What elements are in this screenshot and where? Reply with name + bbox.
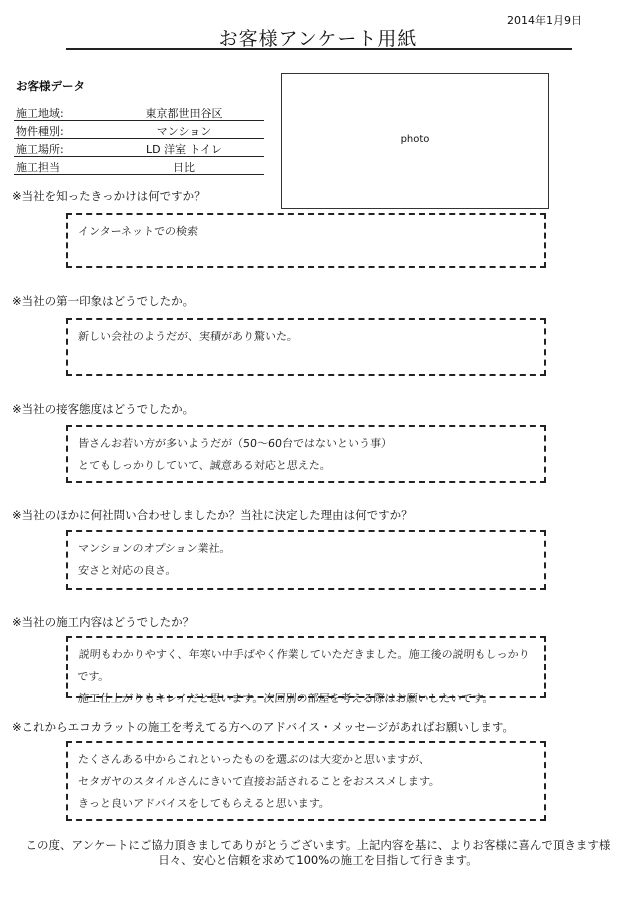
answer-line: 説明もわかりやすく、年寒い中手ばやく作業していただきました。施工後の説明もしっかりです。: [76, 648, 531, 683]
question-1: ※当社を知ったきっかけは何ですか？: [12, 189, 206, 203]
question-4: ※当社のほかに何社問い合わせしましたか？当社に決定した理由は何ですか？: [12, 508, 413, 522]
question-2: ※当社の第一印象はどうでしたか。: [12, 294, 195, 308]
answer-line: きっと良いアドバイスをしてもらえると思います。: [77, 797, 331, 810]
photo-placeholder: [281, 73, 549, 209]
info-label: 施工場所:: [16, 143, 64, 156]
answer-line: 皆さんお若い方が多いようだが（50〜60台ではないという事）: [77, 437, 393, 450]
answer-line: 施工仕上がりもキレイだと思います。次回別の部屋を考える際はお願いしたいです。: [77, 692, 495, 705]
answer-box-6: [66, 741, 546, 821]
answer-box-3: [66, 425, 546, 483]
info-label: 物件種別:: [16, 125, 64, 138]
page-title: お客様アンケート用紙: [218, 28, 418, 50]
answer-box-5: [66, 636, 546, 705]
answer-line: インターネットでの検索: [77, 225, 199, 238]
info-value: マンション: [156, 125, 212, 138]
answer-line: 新しい会社のようだが、実積があり驚いた。: [77, 330, 299, 343]
title-underline: [66, 48, 572, 50]
footer-message: [0, 838, 636, 868]
info-row-property-type: [14, 122, 264, 139]
footer-line-2: 日々、安心と信頼を求めて100%の施工を目指して行きます。: [158, 853, 478, 867]
answer-box-1: [66, 213, 546, 268]
answer-line: 安さと対応の良さ。: [77, 564, 178, 577]
question-6: ※これからエコカラットの施工を考えてる方へのアドバイス・メッセージがあればお願いします。: [12, 720, 514, 734]
footer-line-1: この度、アンケートにご協力頂きましてありがとうございます。上記内容を基に、よりお客様に喜んで頂きます様: [25, 838, 611, 852]
question-3: ※当社の接客態度はどうでしたか。: [12, 402, 195, 416]
info-row-staff: [14, 158, 264, 175]
info-row-area: [14, 104, 264, 121]
photo-label: photo: [400, 134, 430, 145]
answer-box-2: [66, 318, 546, 376]
answer-line: セタガヤのスタイルさんにきいて直接お話されることをおススメします。: [77, 775, 441, 788]
survey-date: 2014年1月9日: [507, 14, 582, 27]
answer-line: とてもしっかりしていて、誠意ある対応と思えた。: [77, 459, 332, 472]
answer-line: たくさんある中からこれといったものを選ぶのは大変かと思いますが、: [77, 753, 431, 766]
info-label: 施工地域:: [16, 107, 64, 120]
customer-data-heading: お客様データ: [16, 79, 85, 93]
info-row-location: [14, 140, 264, 157]
answer-box-4: [66, 530, 546, 590]
info-value: 東京都世田谷区: [145, 107, 223, 120]
info-value: LD 洋室 トイレ: [145, 143, 223, 156]
question-5: ※当社の施工内容はどうでしたか？: [12, 615, 195, 629]
answer-line: マンションのオプション業社。: [77, 542, 232, 555]
info-label: 施工担当: [16, 161, 60, 174]
info-value: 日比: [173, 161, 195, 174]
